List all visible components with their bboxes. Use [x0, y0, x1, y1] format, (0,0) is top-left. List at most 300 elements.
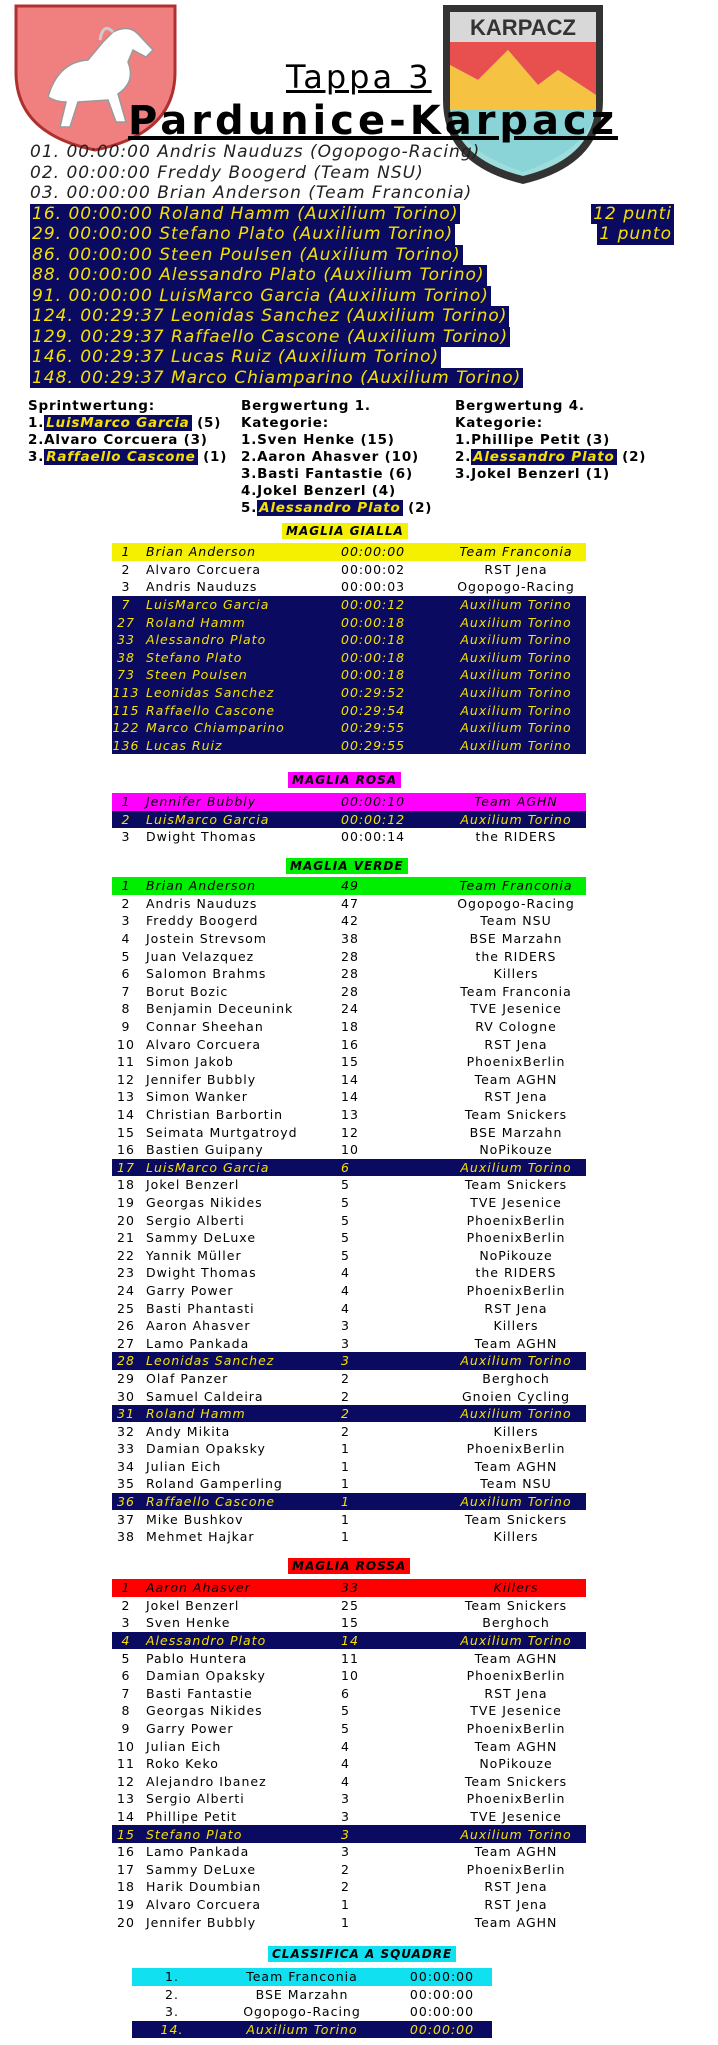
result-row: [30, 163, 690, 184]
team-cell: Team AGHN: [474, 1458, 558, 1474]
value-cell: 5: [341, 1194, 350, 1210]
team-cell: Auxilium Torino: [446, 631, 586, 649]
rider-cell: Salomon Brahms: [146, 966, 267, 982]
team-cell: TVE Jesenice: [470, 1809, 562, 1825]
value-cell: 00:00:03: [341, 579, 406, 595]
table-row: [112, 1176, 586, 1194]
rider-cell: Dwight Thomas: [146, 1265, 257, 1281]
rider-cell: Lamo Pankada: [146, 1844, 250, 1860]
value-cell: 1: [341, 1458, 350, 1474]
rank-cell: 5: [121, 948, 131, 964]
rider-cell: Freddy Boogerd: [146, 913, 259, 929]
value-cell: 2: [341, 1879, 350, 1895]
rank-number: 2.: [455, 449, 472, 465]
team-cell: the RIDERS: [475, 829, 557, 845]
value-cell: 3: [341, 1335, 350, 1351]
rank-cell: 3: [121, 913, 131, 929]
team-cell: Team AGHN: [474, 1914, 558, 1930]
value-cell: 1: [341, 1511, 350, 1527]
value-cell: 5: [341, 1212, 350, 1228]
table-row: [112, 811, 586, 829]
table-row: [112, 1493, 586, 1511]
rider-cell: Alvaro Corcuera: [146, 1896, 262, 1912]
table-row: [132, 2003, 492, 2021]
berg4-row: [455, 432, 675, 449]
table-row: [112, 1597, 586, 1615]
rider-name: Aaron Ahasver: [257, 449, 380, 465]
rider-cell: Andris Nauduzs: [146, 895, 258, 911]
rider-name: Basti Fantastie: [257, 466, 384, 482]
sprint-row: [28, 415, 248, 432]
team-cell: Auxilium Torino: [446, 613, 586, 631]
value-cell: 5: [341, 1247, 350, 1263]
result-row: [30, 368, 690, 389]
team-cell: Auxilium Torino: [446, 1352, 586, 1370]
team-cell: Team AGHN: [446, 793, 586, 811]
rider-cell: Jennifer Bubbly: [146, 1914, 257, 1930]
value-cell: 15: [341, 1615, 359, 1631]
rider-cell: Andy Mikita: [146, 1423, 231, 1439]
stage-results: [30, 142, 690, 388]
table-row: [132, 1986, 492, 2004]
rider-cell: Damian Opaksky: [146, 1441, 266, 1457]
rank-cell: 7: [121, 1685, 131, 1701]
team-cell: RST Jena: [484, 1036, 548, 1052]
table-row: [112, 1352, 586, 1370]
rank-cell: 12: [117, 1071, 135, 1087]
rider-cell: Jennifer Bubbly: [146, 1071, 257, 1087]
result-row: [30, 142, 690, 163]
team-cell: Ogopogo-Racing: [457, 895, 575, 911]
table-row: [112, 1458, 586, 1476]
team-cell: Killers: [493, 1529, 539, 1545]
rank-cell: 27: [112, 613, 140, 631]
rider-cell: Alvaro Corcuera: [146, 561, 262, 577]
rider-cell: Aaron Ahasver: [140, 1579, 341, 1597]
rider-name: Sven Henke: [257, 432, 355, 448]
table-row: [112, 1913, 586, 1931]
table-row: [112, 1282, 586, 1300]
team-cell: PhoenixBerlin: [466, 1668, 566, 1684]
rank-cell: 14: [117, 1107, 135, 1123]
time-cell: 00:00:00: [392, 1968, 492, 1986]
rider-cell: Georgas Nikides: [146, 1703, 263, 1719]
team-cell: Auxilium Torino: [446, 719, 586, 737]
result-row: [30, 245, 690, 266]
team-cell: Gnoien Cycling: [461, 1388, 571, 1404]
rank-cell: 122: [112, 720, 140, 736]
team-cell: RST Jena: [484, 561, 548, 577]
rank-cell: 2: [121, 561, 131, 577]
rider-cell: Roland Hamm: [140, 1405, 341, 1423]
value-cell: 00:00:14: [341, 829, 406, 845]
berg1-title: Bergwertung 1.: [241, 398, 371, 414]
table-row: [132, 1968, 492, 1986]
squadre-table: [132, 1968, 492, 2038]
value-cell: 4: [341, 1282, 350, 1298]
table-row: [112, 1000, 586, 1018]
result-text: 16. 00:00:00 Roland Hamm (Auxilium Torino): [32, 203, 459, 224]
rank-cell: 3: [121, 829, 131, 845]
verde-title: MAGLIA VERDE: [286, 858, 408, 874]
table-row: [112, 1667, 586, 1685]
table-row: [112, 828, 586, 846]
team-cell: Team Franconia: [460, 983, 572, 999]
berg4-row: [455, 449, 675, 466]
result-row: [30, 183, 690, 204]
rank-cell: 3: [121, 579, 131, 595]
table-row: [112, 684, 586, 702]
points-value: (4): [366, 483, 396, 499]
rider-cell: Julian Eich: [146, 1738, 222, 1754]
table-row: [112, 1528, 586, 1546]
result-row: [30, 204, 690, 225]
team-cell: Auxilium Torino: [446, 649, 586, 667]
table-row: [112, 1649, 586, 1667]
table-row: [112, 1440, 586, 1458]
rank-cell: 8: [121, 1703, 131, 1719]
rossa-title: MAGLIA ROSSA: [288, 1558, 410, 1574]
table-row: [112, 1737, 586, 1755]
value-cell: 10: [341, 1668, 359, 1684]
table-row: [112, 1475, 586, 1493]
rider-cell: Lucas Ruiz: [140, 737, 341, 755]
rank-cell: 32: [117, 1423, 135, 1439]
value-cell: 2: [341, 1423, 350, 1439]
squadre-title: CLASSIFICA A SQUADRE: [268, 1946, 456, 1962]
rider-cell: Garry Power: [146, 1721, 234, 1737]
rank-cell: 10: [117, 1738, 135, 1754]
rider-cell: Brian Anderson: [140, 877, 341, 895]
value-cell: 38: [341, 931, 359, 947]
table-row: [112, 1229, 586, 1247]
value-cell: 00:29:54: [341, 701, 446, 719]
berg1-row: [241, 466, 461, 483]
rider-cell: Basti Fantastie: [146, 1685, 253, 1701]
mountain-cat1-ranking: [241, 398, 461, 517]
rank-cell: 22: [117, 1247, 135, 1263]
table-row: [112, 1790, 586, 1808]
team-cell: RST Jena: [484, 1896, 548, 1912]
rank-cell: 4: [121, 931, 131, 947]
rank-cell: 38: [117, 1529, 135, 1545]
value-cell: 18: [341, 1019, 359, 1035]
rossa-table: [112, 1579, 586, 1931]
rider-cell: Roko Keko: [146, 1756, 219, 1772]
team-cell: Team AGHN: [474, 1844, 558, 1860]
rank-cell: 2: [121, 1597, 131, 1613]
berg1-row: [241, 483, 461, 500]
result-points: 12 punti: [593, 203, 672, 224]
table-row: [112, 1246, 586, 1264]
rider-cell: Basti Phantasti: [146, 1300, 255, 1316]
stage-route: Pardunice-Karpacz: [128, 98, 619, 144]
result-points: 1 punto: [599, 224, 672, 244]
berg1-category: Kategorie:: [241, 415, 329, 431]
team-cell: Team Franconia: [212, 1968, 392, 1986]
table-row: [112, 912, 586, 930]
table-row: [112, 1614, 586, 1632]
table-row: [112, 1370, 586, 1388]
rider-cell: Simon Wanker: [146, 1089, 248, 1105]
team-cell: PhoenixBerlin: [466, 1054, 566, 1070]
value-cell: 4: [341, 1773, 350, 1789]
value-cell: 00:00:12: [341, 596, 446, 614]
rank-cell: 6: [121, 1668, 131, 1684]
rank-cell: 27: [117, 1335, 135, 1351]
rank-cell: 24: [117, 1282, 135, 1298]
points-value: (15): [354, 432, 395, 448]
value-cell: 00:00:10: [341, 793, 446, 811]
team-cell: Killers: [493, 1423, 539, 1439]
table-row: [112, 1878, 586, 1896]
value-cell: 4: [341, 1265, 350, 1281]
rank-cell: 2: [112, 811, 140, 829]
rider-name: Jokel Benzerl: [257, 483, 367, 499]
table-row: [112, 1579, 586, 1597]
rider-cell: Jokel Benzerl: [146, 1177, 240, 1193]
result-row: [30, 286, 690, 307]
value-cell: 5: [341, 1721, 350, 1737]
value-cell: 14: [341, 1089, 359, 1105]
rider-cell: Christian Barbortin: [146, 1107, 284, 1123]
value-cell: 00:00:00: [341, 543, 446, 561]
team-cell: Auxilium Torino: [446, 1159, 586, 1177]
rank-number: 4.: [241, 483, 258, 499]
rosa-table: [112, 793, 586, 846]
team-cell: the RIDERS: [475, 1265, 557, 1281]
rank-cell: 7: [112, 596, 140, 614]
value-cell: 2: [341, 1388, 350, 1404]
table-row: [112, 965, 586, 983]
table-row: [112, 1194, 586, 1212]
rank-cell: 3.: [165, 2004, 179, 2020]
team-cell: NoPikouze: [479, 1756, 553, 1772]
points-value: (2): [402, 500, 433, 516]
points-value: (6): [383, 466, 413, 482]
rider-cell: Sammy DeLuxe: [146, 1861, 257, 1877]
value-cell: 00:00:18: [341, 631, 446, 649]
rank-cell: 17: [117, 1861, 135, 1877]
rank-cell: 3: [121, 1615, 131, 1631]
result-text: 01. 00:00:00 Andris Nauduzs (Ogopogo-Racing): [30, 142, 481, 162]
rank-cell: 13: [117, 1089, 135, 1105]
rank-number: 2.: [28, 432, 45, 448]
gialla-table: [112, 543, 586, 754]
rank-cell: 25: [117, 1300, 135, 1316]
rider-cell: Roland Gamperling: [146, 1476, 283, 1492]
rank-cell: 9: [121, 1019, 131, 1035]
team-cell: PhoenixBerlin: [466, 1212, 566, 1228]
rank-cell: 34: [117, 1458, 135, 1474]
table-row: [112, 1035, 586, 1053]
result-text: 86. 00:00:00 Steen Poulsen (Auxilium Torino): [32, 244, 461, 265]
rider-cell: Sergio Alberti: [146, 1791, 245, 1807]
rank-cell: 73: [112, 666, 140, 684]
team-cell: Team Franconia: [446, 543, 586, 561]
team-cell: PhoenixBerlin: [466, 1441, 566, 1457]
rank-cell: 36: [112, 1493, 140, 1511]
sprint-row: [28, 449, 248, 466]
value-cell: 2: [341, 1370, 350, 1386]
team-cell: Team AGHN: [474, 1650, 558, 1666]
rider-cell: Dwight Thomas: [146, 829, 257, 845]
rider-cell: Borut Bozic: [146, 983, 229, 999]
points-value: (5): [191, 415, 222, 431]
team-cell: Auxilium Torino: [446, 684, 586, 702]
team-cell: BSE Marzahn: [255, 1986, 349, 2002]
rider-name: Jokel Benzerl: [471, 466, 581, 482]
rank-cell: 11: [117, 1054, 135, 1070]
rider-cell: Julian Eich: [146, 1458, 222, 1474]
rider-cell: Raffaello Cascone: [140, 701, 341, 719]
value-cell: 3: [341, 1352, 446, 1370]
team-cell: RST Jena: [484, 1685, 548, 1701]
value-cell: 3: [341, 1809, 350, 1825]
rank-cell: 26: [117, 1318, 135, 1334]
rank-cell: 16: [117, 1142, 135, 1158]
team-cell: Team Snickers: [464, 1177, 568, 1193]
team-cell: RST Jena: [484, 1300, 548, 1316]
value-cell: 4: [341, 1756, 350, 1772]
team-cell: TVE Jesenice: [470, 1194, 562, 1210]
team-cell: Berghoch: [482, 1370, 550, 1386]
value-cell: 15: [341, 1054, 359, 1070]
table-row: [112, 793, 586, 811]
team-cell: Team Snickers: [464, 1597, 568, 1613]
team-cell: Team Franconia: [446, 877, 586, 895]
rank-cell: 1: [112, 877, 140, 895]
value-cell: 28: [341, 948, 359, 964]
rider-cell: Roland Hamm: [140, 613, 341, 631]
team-cell: Auxilium Torino: [446, 811, 586, 829]
value-cell: 28: [341, 966, 359, 982]
rider-cell: Leonidas Sanchez: [140, 684, 341, 702]
rider-cell: Juan Velazquez: [146, 948, 255, 964]
value-cell: 3: [341, 1791, 350, 1807]
rider-cell: Leonidas Sanchez: [140, 1352, 341, 1370]
team-cell: NoPikouze: [479, 1247, 553, 1263]
table-row: [112, 1510, 586, 1528]
rank-cell: 33: [112, 631, 140, 649]
value-cell: 5: [341, 1230, 350, 1246]
rank-number: 1.: [241, 432, 258, 448]
table-row: [112, 930, 586, 948]
table-row: [112, 1720, 586, 1738]
team-cell: Ogopogo-Racing: [243, 2004, 361, 2020]
rank-cell: 29: [117, 1370, 135, 1386]
team-cell: Auxilium Torino: [446, 1825, 586, 1843]
team-cell: Berghoch: [482, 1615, 550, 1631]
rank-number: 3.: [455, 466, 472, 482]
value-cell: 3: [341, 1844, 350, 1860]
result-text: 02. 00:00:00 Freddy Boogerd (Team NSU): [30, 162, 424, 183]
result-text: 88. 00:00:00 Alessandro Plato (Auxilium Torino): [32, 265, 485, 285]
rider-cell: Alessandro Plato: [140, 1632, 341, 1650]
table-row: [132, 2021, 492, 2039]
table-row: [112, 1211, 586, 1229]
rider-cell: Steen Poulsen: [140, 666, 341, 684]
table-row: [112, 1334, 586, 1352]
value-cell: 00:00:18: [341, 666, 446, 684]
team-cell: TVE Jesenice: [470, 1703, 562, 1719]
value-cell: 47: [341, 895, 359, 911]
table-row: [112, 1422, 586, 1440]
rank-cell: 1: [112, 543, 140, 561]
team-cell: Auxilium Torino: [212, 2021, 392, 2039]
rank-cell: 1: [112, 793, 140, 811]
mountain-cat4-ranking: [455, 398, 675, 483]
team-cell: Auxilium Torino: [446, 1493, 586, 1511]
table-row: [112, 737, 586, 755]
team-cell: PhoenixBerlin: [466, 1721, 566, 1737]
rider-name: Raffaello Cascone: [46, 449, 196, 465]
value-cell: 12: [341, 1124, 359, 1140]
rank-cell: 9: [121, 1721, 131, 1737]
rider-cell: Garry Power: [146, 1282, 234, 1298]
rider-cell: Jostein Strevsom: [146, 931, 267, 947]
rider-cell: Alejandro Ibanez: [146, 1773, 267, 1789]
team-cell: Team Snickers: [464, 1107, 568, 1123]
points-value: (1): [580, 466, 610, 482]
rank-cell: 18: [117, 1879, 135, 1895]
table-row: [112, 1632, 586, 1650]
table-row: [112, 1843, 586, 1861]
team-cell: Team AGHN: [474, 1738, 558, 1754]
value-cell: 1: [341, 1476, 350, 1492]
rider-cell: Mike Bushkov: [146, 1511, 244, 1527]
rider-name: Alvaro Corcuera: [44, 432, 179, 448]
table-row: [112, 1141, 586, 1159]
rank-number: 3.: [241, 466, 258, 482]
table-row: [112, 666, 586, 684]
result-text: 148. 00:29:37 Marco Chiamparino (Auxilium Torino): [32, 367, 522, 388]
stage-number: Tappa 3: [286, 58, 432, 96]
team-cell: Ogopogo-Racing: [457, 579, 575, 595]
table-row: [112, 1053, 586, 1071]
rider-name: Alessandro Plato: [473, 449, 615, 465]
berg1-row: [241, 500, 461, 517]
rank-cell: 136: [112, 737, 140, 753]
rider-cell: Simon Jakob: [146, 1054, 234, 1070]
value-cell: 3: [341, 1318, 350, 1334]
time-cell: 00:00:00: [392, 2021, 492, 2039]
rider-cell: Stefano Plato: [140, 1825, 341, 1843]
berg4-title: Bergwertung 4.: [455, 398, 585, 414]
table-row: [112, 1861, 586, 1879]
rider-cell: Samuel Caldeira: [146, 1388, 264, 1404]
rank-cell: 13: [117, 1791, 135, 1807]
rank-cell: 14.: [132, 2021, 212, 2039]
team-cell: Team Snickers: [464, 1511, 568, 1527]
berg1-row: [241, 432, 461, 449]
table-row: [112, 613, 586, 631]
rank-cell: 4: [112, 1632, 140, 1650]
team-cell: Killers: [493, 966, 539, 982]
team-cell: PhoenixBerlin: [466, 1861, 566, 1877]
table-row: [112, 1123, 586, 1141]
team-cell: RST Jena: [484, 1089, 548, 1105]
points-value: (3): [580, 432, 611, 448]
sprint-ranking: [28, 398, 248, 466]
crest-text: KARPACZ: [470, 15, 576, 40]
verde-table: [112, 877, 586, 1546]
value-cell: 00:29:55: [341, 719, 446, 737]
rank-cell: 1.: [132, 1968, 212, 1986]
rank-cell: 12: [117, 1773, 135, 1789]
rider-cell: Damian Opaksky: [146, 1668, 266, 1684]
sprint-row: [28, 432, 248, 449]
